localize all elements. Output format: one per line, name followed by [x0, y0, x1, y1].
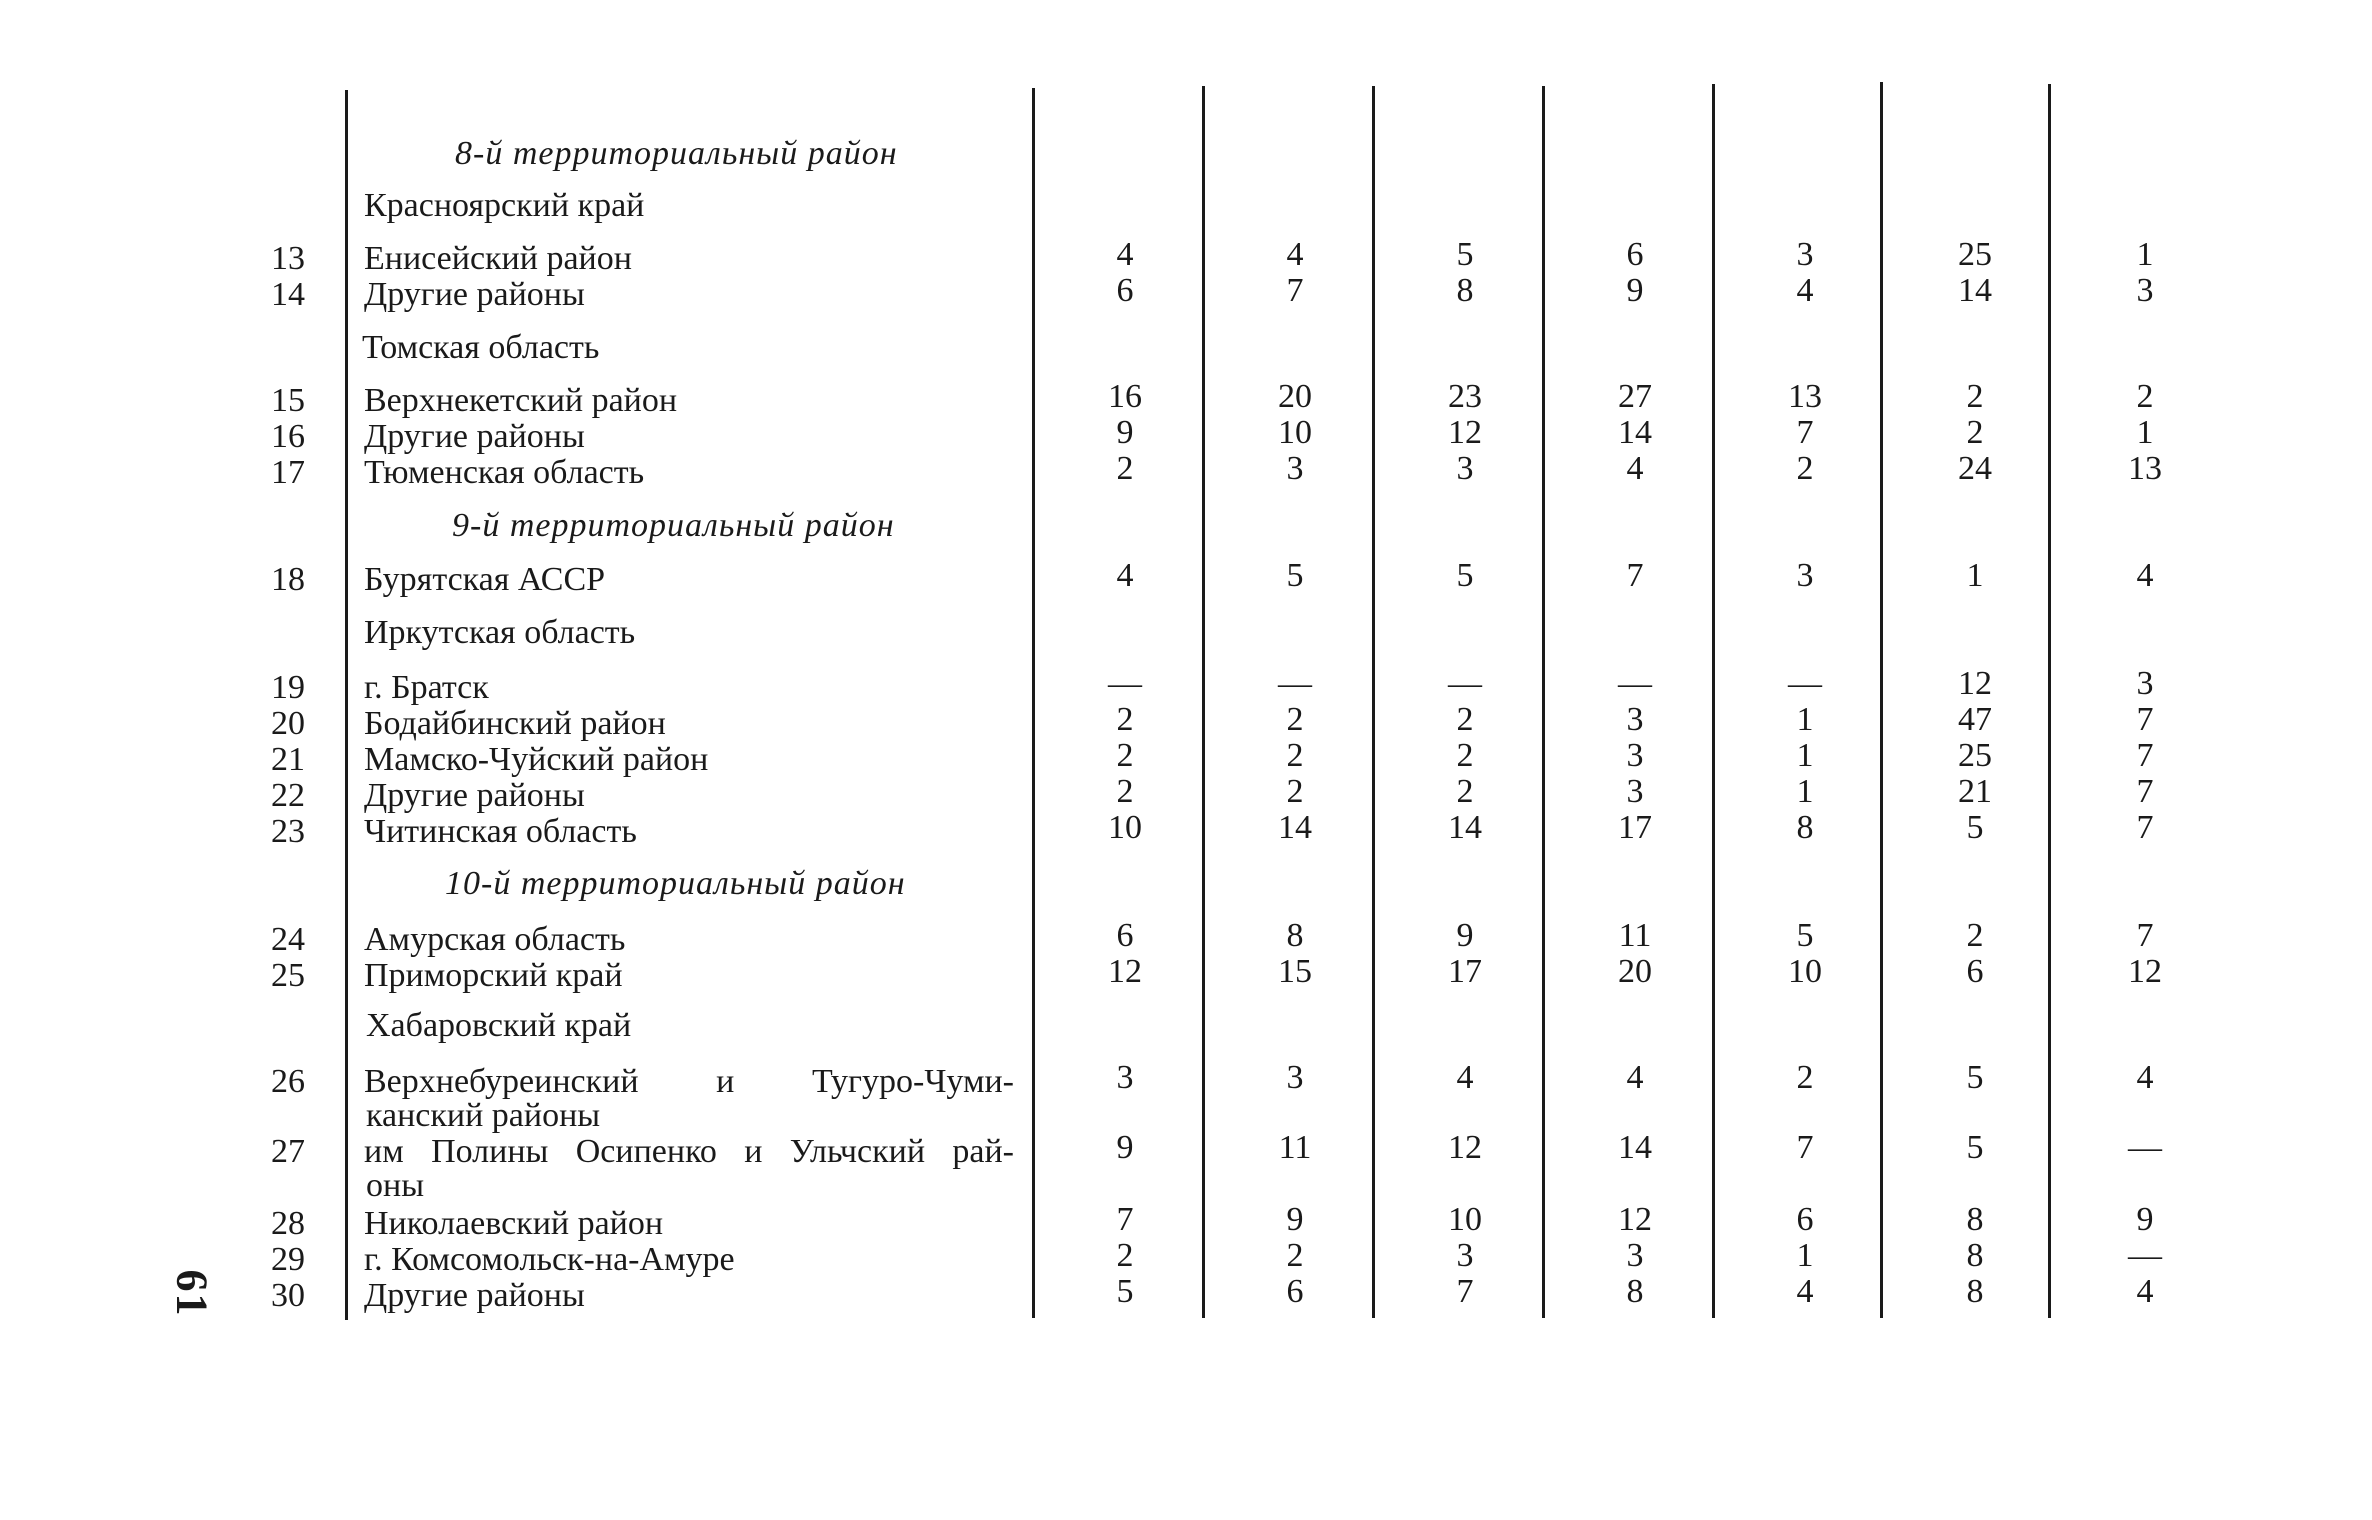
table-cell: 1: [1966, 557, 1984, 594]
row-label: Другие районы: [364, 418, 585, 455]
row-number: 13: [271, 240, 305, 277]
section-heading: 9-й территориальный район: [452, 507, 895, 544]
row-number: 17: [271, 454, 305, 491]
table-cell: —: [2128, 1237, 2162, 1274]
table-cell: 3: [1796, 557, 1814, 594]
table-cell: 9: [1456, 917, 1474, 954]
column-rule: [1712, 84, 1715, 1318]
table-cell: 2: [1456, 701, 1474, 738]
table-cell: 2: [1966, 378, 1984, 415]
table-cell: 12: [1108, 953, 1142, 990]
table-cell: 11: [1618, 917, 1652, 954]
row-label: Мамско-Чуйский район: [364, 741, 709, 778]
table-cell: 6: [1796, 1201, 1814, 1238]
table-cell: 5: [1456, 236, 1474, 273]
table-cell: 4: [1626, 1059, 1644, 1096]
table-cell: 9: [2136, 1201, 2154, 1238]
group-label: Хабаровский край: [366, 1007, 632, 1044]
row-label: Енисейский район: [364, 240, 632, 277]
row-label: г. Комсомольск-на-Амуре: [364, 1241, 735, 1278]
table-cell: 3: [1456, 1237, 1474, 1274]
table-cell: 10: [1108, 809, 1142, 846]
table-cell: 7: [1626, 557, 1644, 594]
table-cell: 6: [1626, 236, 1644, 273]
table-cell: 2: [1286, 773, 1304, 810]
table-cell: 15: [1278, 953, 1312, 990]
row-label: г. Братск: [364, 669, 489, 706]
table-cell: 12: [1448, 414, 1482, 451]
table-cell: 7: [2136, 737, 2154, 774]
table-cell: 6: [1966, 953, 1984, 990]
table-cell: 3: [1626, 701, 1644, 738]
table-cell: 5: [1286, 557, 1304, 594]
row-label: Другие районы: [364, 777, 585, 814]
row-number: 20: [271, 705, 305, 742]
table-cell: 8: [1626, 1273, 1644, 1310]
table-cell: 2: [1966, 917, 1984, 954]
table-cell: 3: [1286, 1059, 1304, 1096]
row-label: Бурятская АССР: [364, 561, 606, 598]
row-label: Другие районы: [364, 1277, 585, 1314]
table-cell: 4: [1286, 236, 1304, 273]
table-cell: 2: [1116, 773, 1134, 810]
row-number: 24: [271, 921, 305, 958]
table-cell: 14: [1618, 414, 1652, 451]
table-cell: 9: [1286, 1201, 1304, 1238]
table-cell: 5: [1116, 1273, 1134, 1310]
table-cell: 12: [2128, 953, 2162, 990]
column-rule: [345, 90, 348, 1320]
table-cell: 8: [1456, 272, 1474, 309]
row-number: 15: [271, 382, 305, 419]
table-cell: 10: [1788, 953, 1822, 990]
table-cell: 8: [1966, 1201, 1984, 1238]
section-heading: 8-й территориальный район: [455, 135, 898, 172]
table-cell: 2: [1116, 1237, 1134, 1274]
table-cell: —: [1108, 665, 1142, 702]
table-cell: 12: [1958, 665, 1992, 702]
table-cell: 16: [1108, 378, 1142, 415]
table-cell: 3: [1456, 450, 1474, 487]
row-number: 21: [271, 741, 305, 778]
table-cell: 10: [1278, 414, 1312, 451]
column-rule: [1880, 82, 1883, 1318]
column-rule: [2048, 84, 2051, 1318]
row-number: 29: [271, 1241, 305, 1278]
table-cell: 7: [1116, 1201, 1134, 1238]
table-cell: 4: [1116, 557, 1134, 594]
table-cell: 1: [1796, 773, 1814, 810]
table-cell: 2: [1966, 414, 1984, 451]
table-cell: 2: [2136, 378, 2154, 415]
row-label: Верхнебуреинский и Тугуро-Чуми-: [364, 1063, 1014, 1100]
row-number: 16: [271, 418, 305, 455]
table-cell: 13: [1788, 378, 1822, 415]
table-cell: 6: [1116, 917, 1134, 954]
table-cell: 2: [1286, 701, 1304, 738]
table-cell: 5: [1966, 1059, 1984, 1096]
table-cell: 3: [1626, 773, 1644, 810]
table-cell: 12: [1448, 1129, 1482, 1166]
table-cell: 25: [1958, 737, 1992, 774]
table-cell: 7: [2136, 917, 2154, 954]
table-cell: 2: [1286, 737, 1304, 774]
table-cell: 8: [1966, 1273, 1984, 1310]
table-cell: 5: [1966, 1129, 1984, 1166]
table-cell: 2: [1286, 1237, 1304, 1274]
row-number: 26: [271, 1063, 305, 1100]
table-cell: 7: [2136, 701, 2154, 738]
table-cell: 1: [2136, 414, 2154, 451]
table-cell: 11: [1278, 1129, 1312, 1166]
table-cell: —: [1448, 665, 1482, 702]
table-cell: 14: [1958, 272, 1992, 309]
table-cell: 2: [1456, 773, 1474, 810]
table-cell: 7: [1286, 272, 1304, 309]
table-cell: 25: [1958, 236, 1992, 273]
table-cell: 17: [1448, 953, 1482, 990]
table-cell: 4: [1116, 236, 1134, 273]
table-cell: 9: [1626, 272, 1644, 309]
table-cell: 5: [1456, 557, 1474, 594]
table-cell: 20: [1618, 953, 1652, 990]
column-rule: [1542, 86, 1545, 1318]
table-cell: 47: [1958, 701, 1992, 738]
table-cell: 6: [1286, 1273, 1304, 1310]
table-cell: —: [1788, 665, 1822, 702]
table-cell: 7: [1796, 1129, 1814, 1166]
table-cell: 17: [1618, 809, 1652, 846]
column-rule: [1032, 88, 1035, 1318]
table-cell: 3: [2136, 665, 2154, 702]
table-cell: 20: [1278, 378, 1312, 415]
row-number: 19: [271, 669, 305, 706]
table-cell: 1: [1796, 701, 1814, 738]
table-cell: 2: [1116, 737, 1134, 774]
table-cell: 7: [1456, 1273, 1474, 1310]
row-label-continuation: оны: [366, 1167, 425, 1204]
table-cell: 5: [1966, 809, 1984, 846]
table-cell: 6: [1116, 272, 1134, 309]
table-cell: 7: [2136, 773, 2154, 810]
row-number: 27: [271, 1133, 305, 1170]
group-label: Томская область: [362, 329, 600, 366]
row-number: 22: [271, 777, 305, 814]
table-cell: 8: [1966, 1237, 1984, 1274]
row-label: Бодайбинский район: [364, 705, 666, 742]
row-number: 28: [271, 1205, 305, 1242]
table-cell: 27: [1618, 378, 1652, 415]
table-cell: 14: [1448, 809, 1482, 846]
table-cell: 24: [1958, 450, 1992, 487]
table-cell: 3: [1286, 450, 1304, 487]
row-label: Николаевский район: [364, 1205, 664, 1242]
table-cell: 23: [1448, 378, 1482, 415]
table-cell: 4: [1456, 1059, 1474, 1096]
table-cell: 9: [1116, 414, 1134, 451]
table-cell: 1: [1796, 1237, 1814, 1274]
table-cell: —: [2128, 1129, 2162, 1166]
table-cell: 2: [1116, 701, 1134, 738]
row-number: 18: [271, 561, 305, 598]
row-label: Другие районы: [364, 276, 585, 313]
table-cell: 7: [1796, 414, 1814, 451]
row-number: 25: [271, 957, 305, 994]
row-label-continuation: канский районы: [366, 1097, 601, 1134]
table-cell: 4: [1796, 272, 1814, 309]
table-cell: 4: [2136, 557, 2154, 594]
row-label: Верхнекетский район: [364, 382, 678, 419]
row-label: Приморский край: [364, 957, 623, 994]
table-cell: 3: [1626, 1237, 1644, 1274]
row-label: Амурская область: [364, 921, 626, 958]
column-rule: [1372, 86, 1375, 1318]
table-cell: 13: [2128, 450, 2162, 487]
table-cell: 8: [1286, 917, 1304, 954]
table-cell: 4: [2136, 1059, 2154, 1096]
row-label: им Полины Осипенко и Ульчский рай-: [364, 1133, 1014, 1170]
table-cell: —: [1618, 665, 1652, 702]
table-cell: 9: [1116, 1129, 1134, 1166]
table-cell: 2: [1456, 737, 1474, 774]
table-cell: 2: [1796, 450, 1814, 487]
table-cell: 4: [1626, 450, 1644, 487]
table-cell: 7: [2136, 809, 2154, 846]
section-heading: 10-й территориальный район: [445, 865, 906, 902]
table-cell: 8: [1796, 809, 1814, 846]
table-cell: 14: [1278, 809, 1312, 846]
column-rule: [1202, 86, 1205, 1318]
table-cell: 3: [1796, 236, 1814, 273]
row-label: Тюменская область: [364, 454, 645, 491]
table-cell: 3: [1626, 737, 1644, 774]
table-cell: 3: [1116, 1059, 1134, 1096]
group-label: Красноярский край: [364, 187, 645, 224]
table-cell: 10: [1448, 1201, 1482, 1238]
table-cell: 2: [1116, 450, 1134, 487]
table-cell: 2: [1796, 1059, 1814, 1096]
row-number: 23: [271, 813, 305, 850]
page-number: 61: [167, 1269, 217, 1318]
row-number: 30: [271, 1277, 305, 1314]
table-cell: 1: [2136, 236, 2154, 273]
table-cell: 12: [1618, 1201, 1652, 1238]
row-label: Читинская область: [364, 813, 637, 850]
group-label: Иркутская область: [364, 614, 636, 651]
table-cell: —: [1278, 665, 1312, 702]
table-cell: 5: [1796, 917, 1814, 954]
table-cell: 4: [1796, 1273, 1814, 1310]
table-cell: 1: [1796, 737, 1814, 774]
row-number: 14: [271, 276, 305, 313]
table-cell: 14: [1618, 1129, 1652, 1166]
table-cell: 3: [2136, 272, 2154, 309]
table-cell: 21: [1958, 773, 1992, 810]
table-cell: 4: [2136, 1273, 2154, 1310]
